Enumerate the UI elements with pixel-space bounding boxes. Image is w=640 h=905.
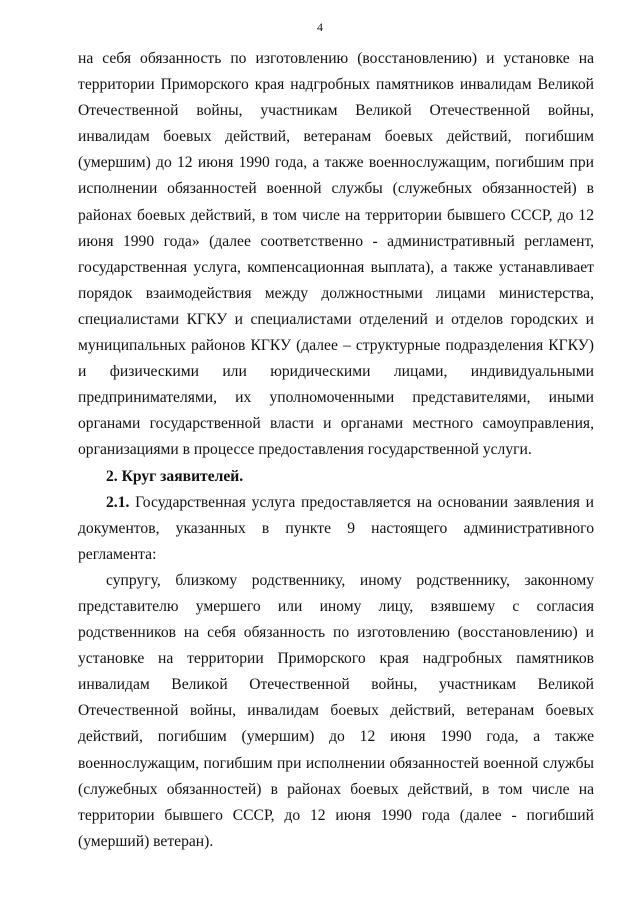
paragraph-regulation-scope: на себя обязанность по изготовлению (восстановлению) и установке на территории Приморского края надгробных памятников инвалидам Великой Отечественной войны, участникам Великой Отечественной войны, инвалидам боевых действий, ветеранам боевых действий, погибшим (умершим) до 12 июня 1990 года, а также военнослужащим, погибшим при исполнении обязанностей военной службы (служебных обязанностей) в районах боевых действий, в том числе на территории бывшего СССР, до 12 июня 1990 года» (далее соответственно - административный регламент, государственная услуга, компенсационная выплата), а также устанавливает порядок взаимодействия между должностными лицами министерства, специалистами КГКУ и специалистами отделений и отделов городских и муниципальных районов КГКУ (далее – структурные подразделения КГКУ) и физическими или юридическими лицами, индивидуальными предпринимателями, их уполномоченными представителями, иными органами государственной власти и органами местного самоуправления, организациями в процессе предоставления государственной услуги. bbox=[78, 50, 594, 459]
paragraph-2-1-number: 2.1. bbox=[106, 493, 130, 511]
paragraph-applicant-list: супругу, близкому родственнику, иному родственнику, законному представителю умершего или иному лицу, взявшему с согласия родственников на себя обязанность по изготовлению (восстановлению) и установке на территории Приморского края надгробных памятников инвалидам Великой Отечественной войны, участникам Великой Отечественной войны, инвалидам боевых действий, ветеранам боевых действий, погибшим (умершим) до 12 июня 1990 года, а также военнослужащим, погибшим при исполнении обязанностей военной службы (служебных обязанностей) в районах боевых действий, в том числе на территории бывшего СССР, до 12 июня 1990 года (далее - погибший (умерший) ветеран). bbox=[78, 571, 594, 850]
section-heading-applicants: 2. Круг заявителей. bbox=[106, 467, 244, 485]
paragraph-2-1-text: Государственная услуга предоставляется на основании заявления и документов, указанных в пункте 9 настоящего административного регламента: bbox=[78, 493, 594, 563]
page-number: 4 bbox=[317, 20, 323, 34]
document-body bbox=[78, 46, 594, 855]
paragraph-2-1 bbox=[78, 490, 594, 568]
